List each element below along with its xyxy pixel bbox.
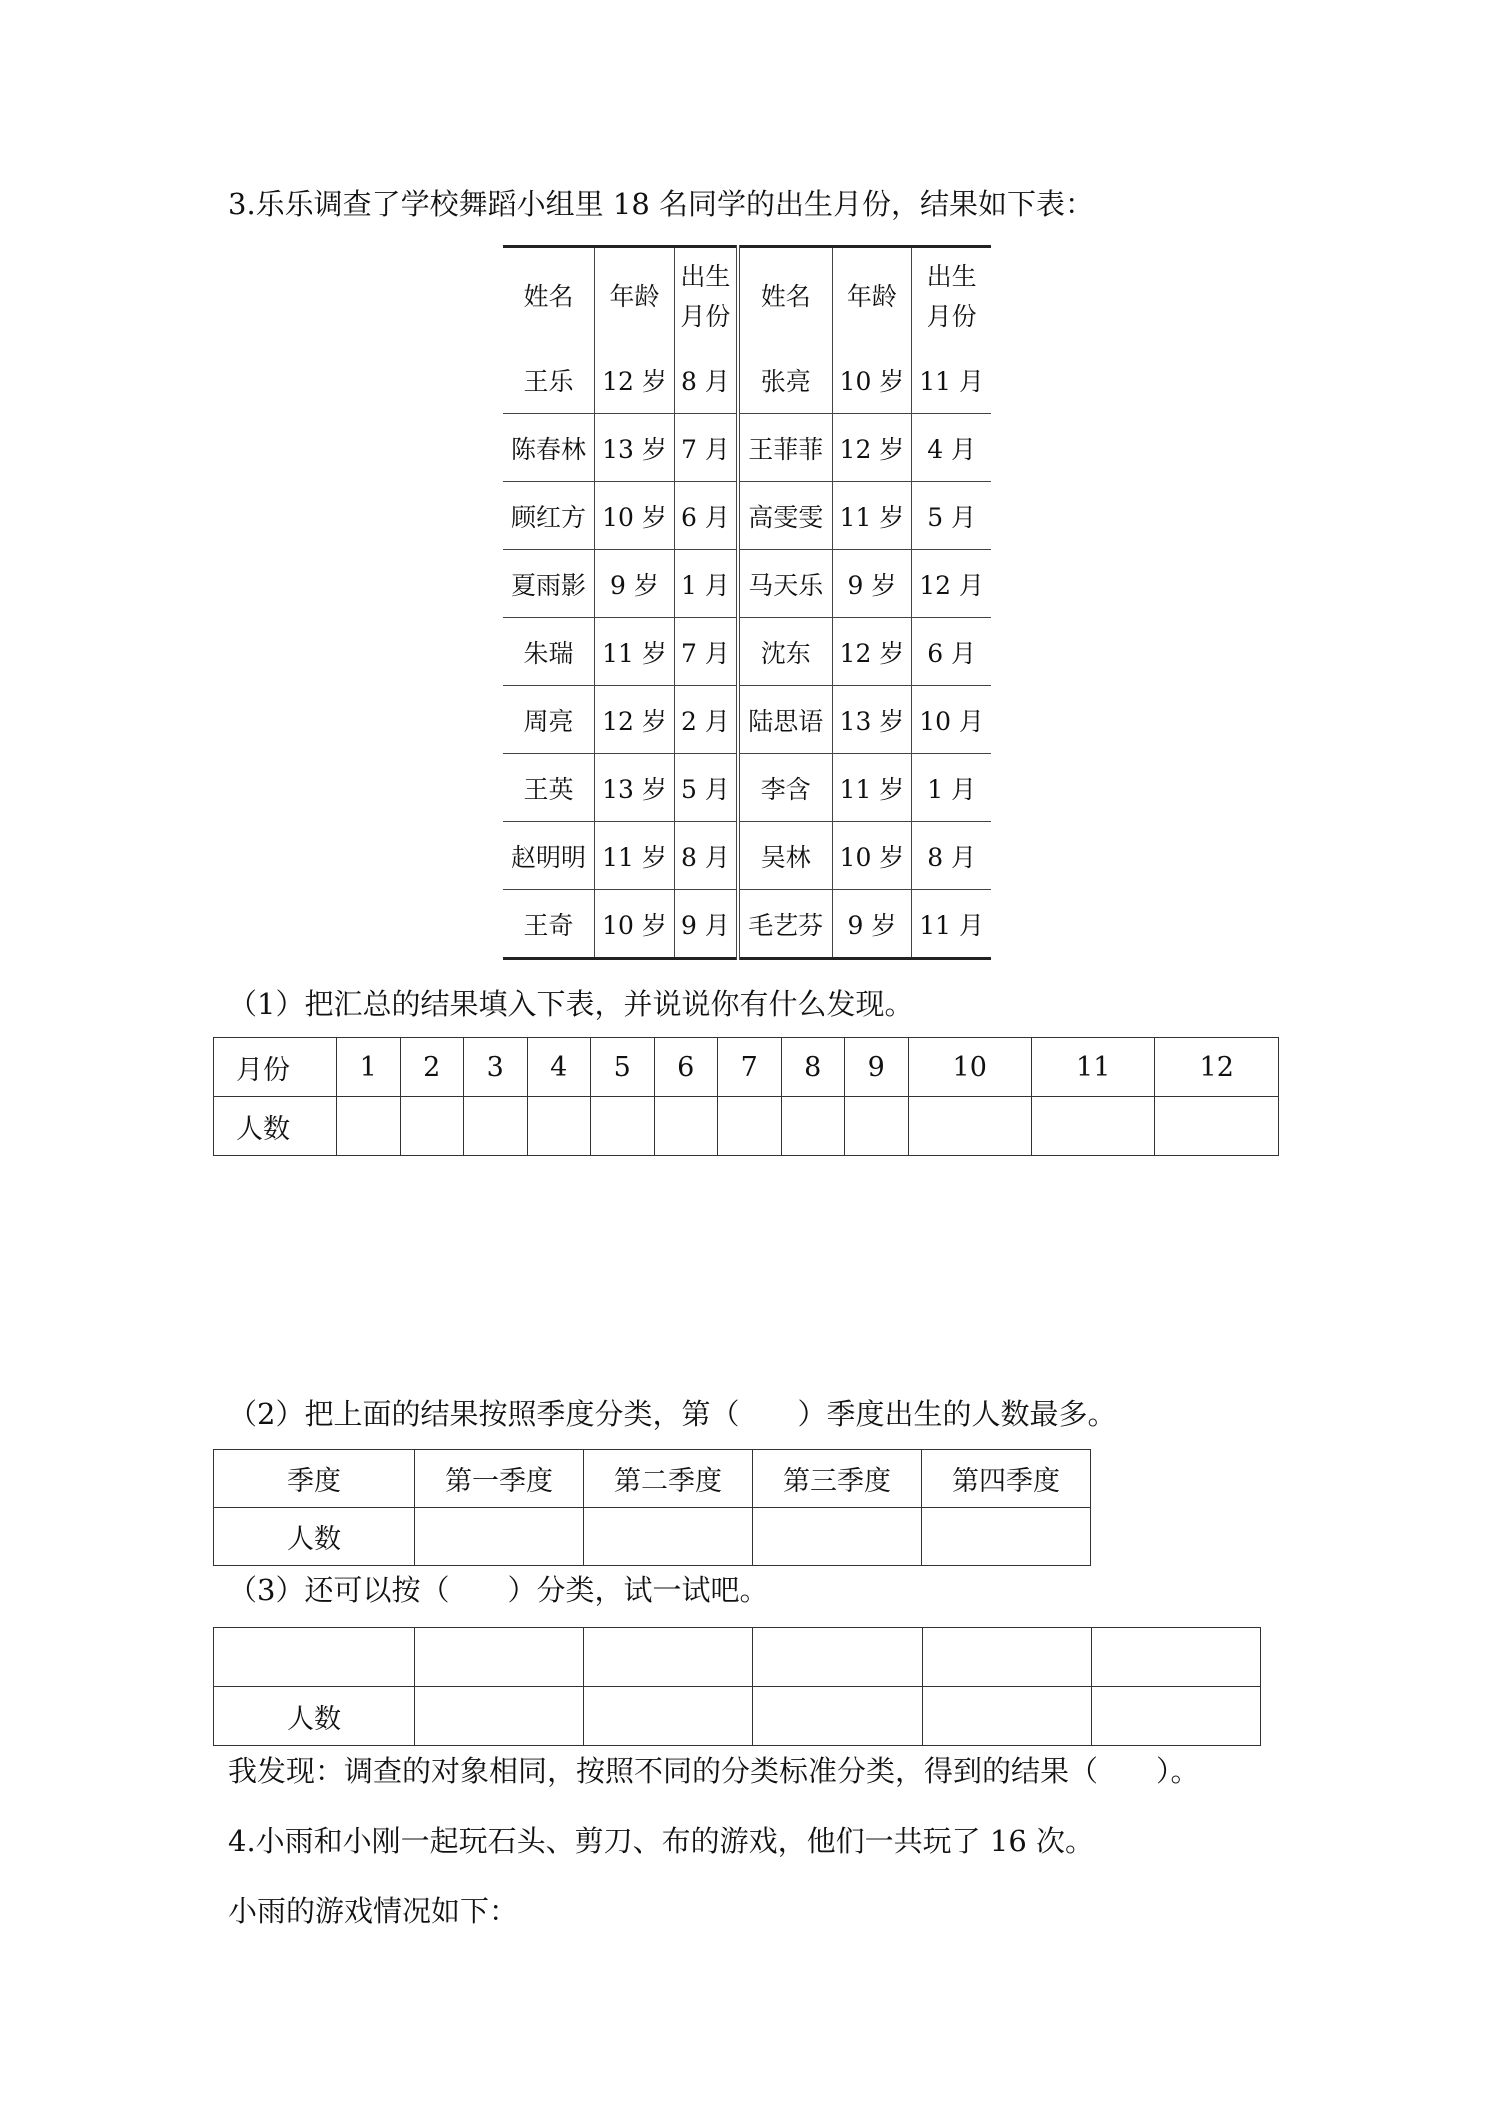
- student-birth-month: 8 月: [912, 822, 991, 890]
- student-age: 12 岁: [832, 414, 912, 482]
- q3-prompt: 3.乐乐调查了学校舞蹈小组里 18 名同学的出生月份，结果如下表：: [228, 187, 1095, 221]
- student-name: 沈东: [738, 618, 832, 686]
- season-count-cell: [922, 1508, 1091, 1566]
- student-age: 11 岁: [595, 618, 675, 686]
- count-label: 人数: [214, 1687, 415, 1746]
- student-age: 13 岁: [595, 754, 675, 822]
- survey-row: [503, 346, 991, 414]
- student-birth-month: 11 月: [919, 910, 985, 940]
- month-cell: 2: [400, 1038, 464, 1097]
- survey-row: [503, 618, 991, 686]
- custom-category-cell: [214, 1628, 415, 1687]
- student-age: 10 岁: [832, 346, 912, 414]
- month-cell: 7: [718, 1038, 782, 1097]
- student-name: 王奇: [503, 890, 595, 959]
- student-name: 周亮: [503, 686, 595, 754]
- student-birth-month: 8 月: [674, 822, 738, 890]
- student-birth-month: 2 月: [674, 686, 738, 754]
- survey-row: [503, 482, 991, 550]
- custom-count-cell: [1091, 1687, 1260, 1746]
- student-name: 吴林: [738, 822, 832, 890]
- custom-count-cell: [415, 1687, 584, 1746]
- student-birth-month: 1 月: [674, 550, 738, 618]
- student-age: 9 岁: [832, 550, 912, 618]
- student-age: 10 岁: [595, 482, 675, 550]
- survey-row: [503, 822, 991, 890]
- custom-count-cell: [922, 1687, 1091, 1746]
- custom-category-cell: [922, 1628, 1091, 1687]
- student-birth-month: 1 月: [912, 754, 991, 822]
- student-birth-month: 6 月: [674, 482, 738, 550]
- student-name: 张亮: [738, 346, 832, 414]
- month-cell: 12: [1155, 1038, 1279, 1097]
- header-name: 姓名: [503, 247, 595, 347]
- season-row: [214, 1450, 1091, 1508]
- header-name: 姓名: [738, 247, 832, 347]
- month-count-cell: [527, 1097, 591, 1156]
- month-cell: 6: [654, 1038, 718, 1097]
- student-age: 10 岁: [832, 822, 912, 890]
- custom-count-row: [214, 1687, 1261, 1746]
- student-age: 11 岁: [832, 754, 912, 822]
- custom-category-cell: [753, 1628, 922, 1687]
- student-name: 马天乐: [738, 550, 832, 618]
- student-age: 9 岁: [595, 550, 675, 618]
- student-birth-month: 5 月: [912, 482, 991, 550]
- student-name: 夏雨影: [503, 550, 595, 618]
- season-cell: 第三季度: [753, 1450, 922, 1508]
- q3-finding: 我发现：调查的对象相同，按照不同的分类标准分类，得到的结果（ ）。: [228, 1754, 1200, 1788]
- month-cell: 9: [845, 1038, 909, 1097]
- month-cell: 8: [781, 1038, 845, 1097]
- month-count-cell: [591, 1097, 655, 1156]
- month-summary-table: [213, 1037, 1279, 1156]
- month-label: 月份: [214, 1038, 337, 1097]
- season-table: [213, 1449, 1091, 1566]
- custom-classification-table: [213, 1627, 1261, 1746]
- survey-row: [503, 686, 991, 754]
- student-birth-month: 6 月: [912, 618, 991, 686]
- header-birth-month: 出生 月份: [926, 262, 977, 331]
- student-name: 赵明明: [503, 822, 595, 890]
- month-count-cell: [718, 1097, 782, 1156]
- student-age: 12 岁: [595, 346, 675, 414]
- student-age: 10 岁: [595, 890, 675, 959]
- custom-category-cell: [1091, 1628, 1260, 1687]
- custom-category-cell: [584, 1628, 753, 1687]
- student-birth-month: 11 月: [912, 346, 991, 414]
- student-age: 13 岁: [832, 686, 912, 754]
- month-cell: 10: [908, 1038, 1031, 1097]
- month-row: [214, 1038, 1279, 1097]
- custom-category-cell: [415, 1628, 584, 1687]
- month-cell: 5: [591, 1038, 655, 1097]
- season-label: 季度: [214, 1450, 415, 1508]
- season-count-row: [214, 1508, 1091, 1566]
- student-name: 王菲菲: [738, 414, 832, 482]
- student-birth-month: 10 月: [912, 686, 991, 754]
- q3-sub2: （2）把上面的结果按照季度分类，第（ ）季度出生的人数最多。: [228, 1397, 1117, 1431]
- season-count-cell: [584, 1508, 753, 1566]
- month-cell: 4: [527, 1038, 591, 1097]
- student-birth-month: 8 月: [674, 346, 738, 414]
- header-birth-month: 出生 月份: [674, 247, 738, 347]
- student-name: 顾红方: [503, 482, 595, 550]
- survey-row: [503, 890, 991, 959]
- header-age: 年龄: [595, 247, 675, 347]
- student-age: 12 岁: [832, 618, 912, 686]
- survey-header-row: [503, 247, 991, 347]
- month-count-cell: [1155, 1097, 1279, 1156]
- student-name: 李含: [738, 754, 832, 822]
- student-age: 13 岁: [595, 414, 675, 482]
- student-age: 11 岁: [595, 822, 675, 890]
- custom-count-cell: [753, 1687, 922, 1746]
- header-age: 年龄: [832, 247, 912, 347]
- student-birth-month: 4 月: [912, 414, 991, 482]
- month-cell: 1: [337, 1038, 401, 1097]
- month-count-cell: [781, 1097, 845, 1156]
- season-cell: 第二季度: [584, 1450, 753, 1508]
- month-cell: 3: [464, 1038, 528, 1097]
- month-count-cell: [464, 1097, 528, 1156]
- month-cell: 11: [1031, 1038, 1154, 1097]
- month-count-cell: [400, 1097, 464, 1156]
- month-count-cell: [845, 1097, 909, 1156]
- survey-row: [503, 414, 991, 482]
- student-birth-month: 9 月: [674, 890, 738, 959]
- season-count-cell: [415, 1508, 584, 1566]
- student-name: 王英: [503, 754, 595, 822]
- count-label: 人数: [214, 1097, 337, 1156]
- q4-sub: 小雨的游戏情况如下：: [228, 1894, 519, 1928]
- student-birth-month: 7 月: [674, 618, 738, 686]
- month-count-cell: [654, 1097, 718, 1156]
- month-count-cell: [908, 1097, 1031, 1156]
- student-birth-month: 7 月: [674, 414, 738, 482]
- month-count-cell: [337, 1097, 401, 1156]
- student-age: 11 岁: [832, 482, 912, 550]
- student-age: 12 岁: [595, 686, 675, 754]
- season-cell: 第一季度: [415, 1450, 584, 1508]
- count-label: 人数: [214, 1508, 415, 1566]
- q3-sub3: （3）还可以按（ ）分类，试一试吧。: [228, 1573, 769, 1607]
- survey-row: [503, 754, 991, 822]
- survey-table: [503, 245, 991, 960]
- student-name: 高雯雯: [738, 482, 832, 550]
- custom-category-row: [214, 1628, 1261, 1687]
- q3-sub1: （1）把汇总的结果填入下表，并说说你有什么发现。: [228, 987, 914, 1021]
- month-count-row: [214, 1097, 1279, 1156]
- student-birth-month: 12 月: [912, 550, 991, 618]
- student-name: 陆思语: [738, 686, 832, 754]
- student-name: 陈春林: [503, 414, 595, 482]
- season-cell: 第四季度: [922, 1450, 1091, 1508]
- student-name: 朱瑞: [503, 618, 595, 686]
- season-count-cell: [753, 1508, 922, 1566]
- survey-row: [503, 550, 991, 618]
- student-name: 毛艺芬: [738, 890, 832, 959]
- custom-count-cell: [584, 1687, 753, 1746]
- q4-prompt: 4.小雨和小刚一起玩石头、剪刀、布的游戏，他们一共玩了 16 次。: [228, 1824, 1095, 1858]
- student-age: 9 岁: [832, 890, 912, 959]
- month-count-cell: [1031, 1097, 1154, 1156]
- student-name: 王乐: [503, 346, 595, 414]
- student-birth-month: 5 月: [674, 754, 738, 822]
